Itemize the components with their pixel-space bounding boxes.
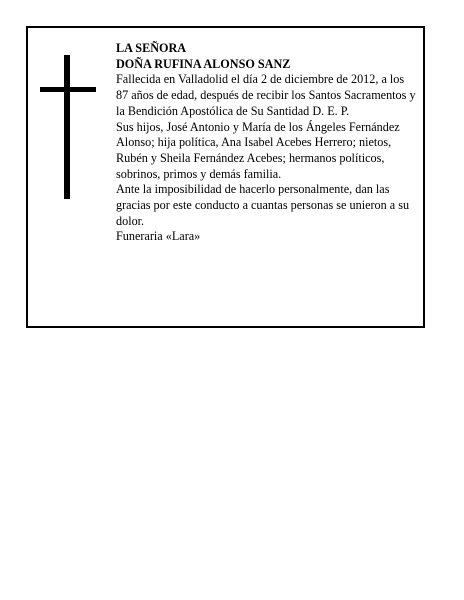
notice-thanks: Ante la imposibilidad de hacerlo personalmente, dan las gracias por este conducto a cuantas personas se unieron a su dolor. <box>116 182 410 228</box>
cross-horizontal-bar <box>40 87 96 92</box>
obituary-notice <box>26 26 425 328</box>
notice-heading-name: DOÑA RUFINA ALONSO SANZ <box>116 56 291 71</box>
notice-family-list: Sus hijos, José Antonio y María de los Ángeles Fernández Alonso; hija política, Ana Isabel Acebes Herrero; nietos, Rubén y Sheila Fernández Acebes; hermanos políticos, sobrinos, primos y demás familia. <box>116 119 400 181</box>
notice-heading-title: LA SEÑORA <box>116 41 187 55</box>
cross-vertical-bar <box>64 55 70 199</box>
notice-text <box>116 41 416 245</box>
notice-death-details: Fallecida en Valladolid el día 2 de diciembre de 2012, a los 87 años de edad, después de recibir los Santos Sacramentos y la Bendición Apostólica de Su Santidad D. E. P. <box>116 72 416 118</box>
cross-icon <box>40 55 96 199</box>
notice-funeral-home: Funeraria «Lara» <box>116 229 201 244</box>
